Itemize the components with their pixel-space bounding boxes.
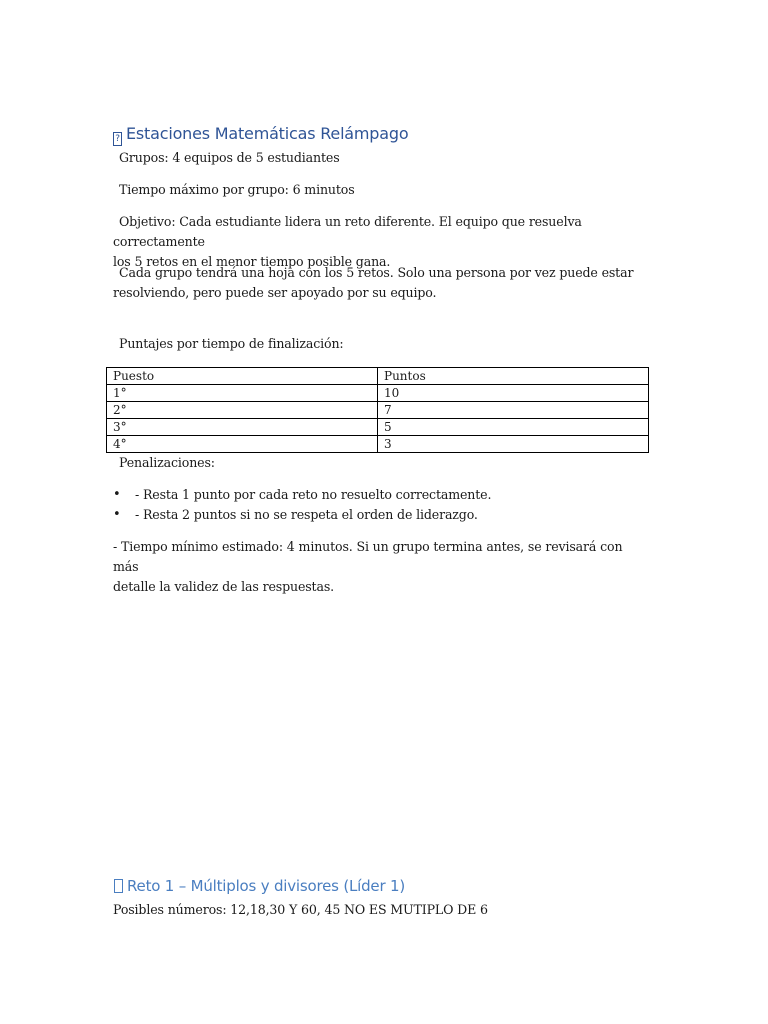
tiempo-line [113,180,648,200]
list-item-text: - Resta 1 punto por cada reto no resuelto correctamente. [135,487,492,502]
reto1-text-content: Posibles números: 12,18,30 Y 60, 45 NO ES MUTIPLO DE 6 [113,902,488,917]
grupos-line [113,148,648,168]
objetivo-line-1: Objetivo: Cada estudiante lidera un reto diferente. El equipo que resuelva correctamente [113,214,582,249]
missing-glyph-icon [114,879,123,893]
tiempo-minimo-line-2: detalle la validez de las respuestas. [113,579,334,594]
table-header-cell: Puesto [107,368,378,385]
missing-glyph-icon: ? [113,132,122,146]
bullet-icon: • [113,507,121,522]
puntajes-label-text: Puntajes por tiempo de finalización: [119,336,344,351]
objetivo-line-2: los 5 retos en el menor tiempo posible gana. [113,254,391,269]
table-cell: 1° [107,385,378,402]
table-row [107,419,649,436]
reto1-text [113,900,648,920]
table-cell: 10 [378,385,649,402]
hoja-line-2: resolviendo, pero puede ser apoyado por su equipo. [113,285,437,300]
table-row [107,436,649,453]
puntajes-label [113,334,648,354]
puntos-table [106,367,649,453]
penalizaciones-list [113,485,491,525]
table-cell: 4° [107,436,378,453]
reto1-heading [114,877,405,895]
table-header-row [107,368,649,385]
list-item [113,505,491,525]
document-title [113,124,408,146]
table-header-cell: Puntos [378,368,649,385]
bullet-icon: • [113,487,121,502]
table-row [107,402,649,419]
list-item [113,485,491,505]
tiempo-minimo-paragraph [113,537,648,597]
table-cell: 3 [378,436,649,453]
title-text: Estaciones Matemáticas Relámpago [126,124,409,143]
table-cell: 7 [378,402,649,419]
penalizaciones-label [113,453,648,473]
table-cell: 3° [107,419,378,436]
hoja-line-1: Cada grupo tendrá una hoja con los 5 retos. Solo una persona por vez puede estar [119,265,634,280]
table-cell: 2° [107,402,378,419]
hoja-paragraph [113,263,648,303]
reto1-title-text: Reto 1 – Múltiplos y divisores (Líder 1) [127,877,405,895]
table-row [107,385,649,402]
tiempo-minimo-line-1: - Tiempo mínimo estimado: 4 minutos. Si un grupo termina antes, se revisará con más [113,539,623,574]
penalizaciones-label-text: Penalizaciones: [119,455,215,470]
tiempo-text: Tiempo máximo por grupo: 6 minutos [119,182,355,197]
list-item-text: - Resta 2 puntos si no se respeta el orden de liderazgo. [135,507,478,522]
grupos-text: Grupos: 4 equipos de 5 estudiantes [119,150,340,165]
table-cell: 5 [378,419,649,436]
